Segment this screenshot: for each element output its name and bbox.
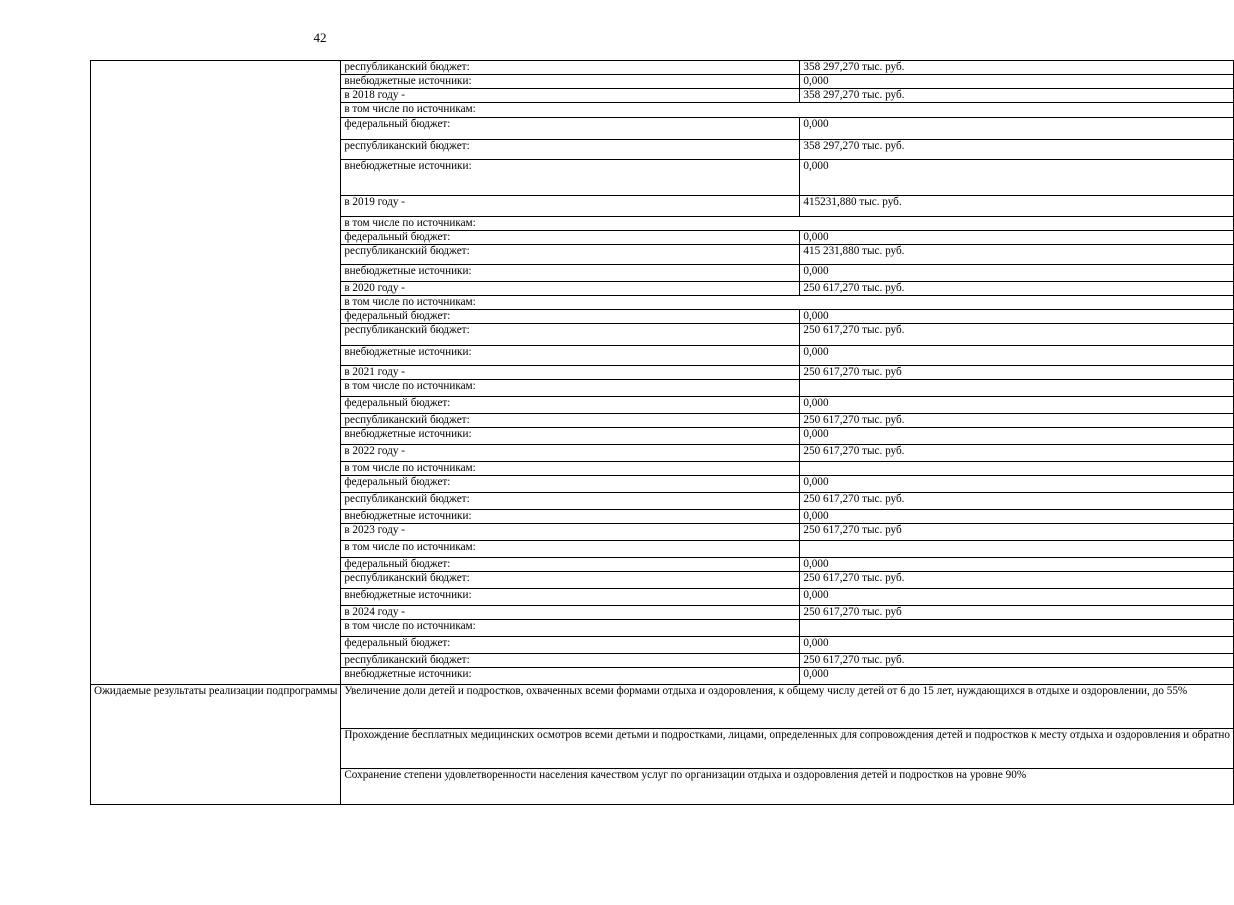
budget-label: в том числе по источникам:	[341, 380, 800, 397]
budget-value: 0,000	[800, 510, 1234, 524]
budget-label: в 2023 году -	[341, 524, 800, 541]
budget-value: 250 617,270 тыс. руб.	[800, 654, 1234, 668]
budget-value	[800, 380, 1234, 397]
budget-label: республиканский бюджет:	[341, 140, 800, 160]
budget-label: республиканский бюджет:	[341, 572, 800, 589]
budget-value: 0,000	[800, 118, 1234, 140]
budget-label: республиканский бюджет:	[341, 493, 800, 510]
budget-label: федеральный бюджет:	[341, 637, 800, 654]
budget-value: 415 231,880 тыс. руб.	[800, 245, 1234, 265]
budget-label: республиканский бюджет:	[341, 414, 800, 428]
budget-label: федеральный бюджет:	[341, 558, 800, 572]
budget-label: в том числе по источникам:	[341, 217, 1234, 231]
budget-value: 0,000	[800, 476, 1234, 493]
budget-value	[800, 541, 1234, 558]
budget-label: республиканский бюджет:	[341, 324, 800, 346]
budget-value: 0,000	[800, 637, 1234, 654]
result-item: Сохранение степени удовлетворенности населения качеством услуг по организации отдыха и оздоровления детей и подростков на уровне 90%	[341, 769, 1234, 805]
financing-table-body	[91, 61, 1234, 805]
budget-label: внебюджетные источники:	[341, 668, 800, 685]
budget-value	[800, 462, 1234, 476]
budget-label: в том числе по источникам:	[341, 296, 1234, 310]
budget-label: федеральный бюджет:	[341, 310, 800, 324]
budget-label: федеральный бюджет:	[341, 231, 800, 245]
budget-label: в 2019 году -	[341, 196, 800, 217]
budget-value: 0,000	[800, 346, 1234, 366]
budget-value: 0,000	[800, 589, 1234, 606]
budget-value: 250 617,270 тыс. руб.	[800, 414, 1234, 428]
budget-value: 0,000	[800, 265, 1234, 282]
budget-value	[800, 620, 1234, 637]
budget-label: внебюджетные источники:	[341, 75, 800, 89]
budget-label: внебюджетные источники:	[341, 265, 800, 282]
budget-label: в том числе по источникам:	[341, 620, 800, 637]
budget-value: 0,000	[800, 668, 1234, 685]
budget-label: в 2020 году -	[341, 282, 800, 296]
budget-label: внебюджетные источники:	[341, 346, 800, 366]
budget-label: в 2022 году -	[341, 445, 800, 462]
budget-value: 250 617,270 тыс. руб.	[800, 572, 1234, 589]
budget-value: 250 617,270 тыс. руб	[800, 524, 1234, 541]
budget-label: федеральный бюджет:	[341, 118, 800, 140]
budget-value: 0,000	[800, 397, 1234, 414]
budget-label: внебюджетные источники:	[341, 510, 800, 524]
budget-label: республиканский бюджет:	[341, 61, 800, 75]
budget-value: 358 297,270 тыс. руб.	[800, 89, 1234, 103]
budget-value: 250 617,270 тыс. руб	[800, 366, 1234, 380]
budget-label: в 2018 году -	[341, 89, 800, 103]
budget-value: 250 617,270 тыс. руб.	[800, 282, 1234, 296]
budget-value: 250 617,270 тыс. руб.	[800, 324, 1234, 346]
budget-value: 250 617,270 тыс. руб.	[800, 493, 1234, 510]
budget-value: 250 617,270 тыс. руб.	[800, 445, 1234, 462]
budget-label: в 2024 году -	[341, 606, 800, 620]
budget-label: федеральный бюджет:	[341, 397, 800, 414]
budget-value: 358 297,270 тыс. руб.	[800, 140, 1234, 160]
budget-value: 0,000	[800, 231, 1234, 245]
budget-label: федеральный бюджет:	[341, 476, 800, 493]
financing-table	[90, 60, 1234, 805]
budget-label: в том числе по источникам:	[341, 462, 800, 476]
budget-value: 0,000	[800, 428, 1234, 445]
budget-value: 415231,880 тыс. руб.	[800, 196, 1234, 217]
budget-value: 250 617,270 тыс. руб	[800, 606, 1234, 620]
budget-value: 358 297,270 тыс. руб.	[800, 61, 1234, 75]
budget-value: 0,000	[800, 160, 1234, 196]
budget-label: республиканский бюджет:	[341, 654, 800, 668]
results-section-label: Ожидаемые результаты реализации подпрограммы	[91, 685, 341, 805]
budget-value: 0,000	[800, 310, 1234, 324]
budget-label: республиканский бюджет:	[341, 245, 800, 265]
budget-label: в том числе по источникам:	[341, 541, 800, 558]
budget-label: внебюджетные источники:	[341, 160, 800, 196]
budget-row	[91, 61, 1234, 75]
budget-label: в 2021 году -	[341, 366, 800, 380]
result-item: Увеличение доли детей и подростков, охваченных всеми формами отдыха и оздоровления, к общему числу детей от 6 до 15 лет, нуждающихся в отдыхе и оздоровлении, до 55%	[341, 685, 1234, 729]
budget-label: внебюджетные источники:	[341, 428, 800, 445]
result-row	[91, 685, 1234, 729]
budget-value: 0,000	[800, 558, 1234, 572]
budget-value: 0,000	[800, 75, 1234, 89]
budget-label: в том числе по источникам:	[341, 103, 1234, 118]
budget-label: внебюджетные источники:	[341, 589, 800, 606]
left-empty-cell	[91, 61, 341, 685]
page-number: 42	[313, 30, 327, 45]
result-item: Прохождение бесплатных медицинских осмотров всеми детьми и подростками, лицами, определенных для сопровождения детей и подростков к месту отдыха и оздоровления и обратно	[341, 729, 1234, 769]
